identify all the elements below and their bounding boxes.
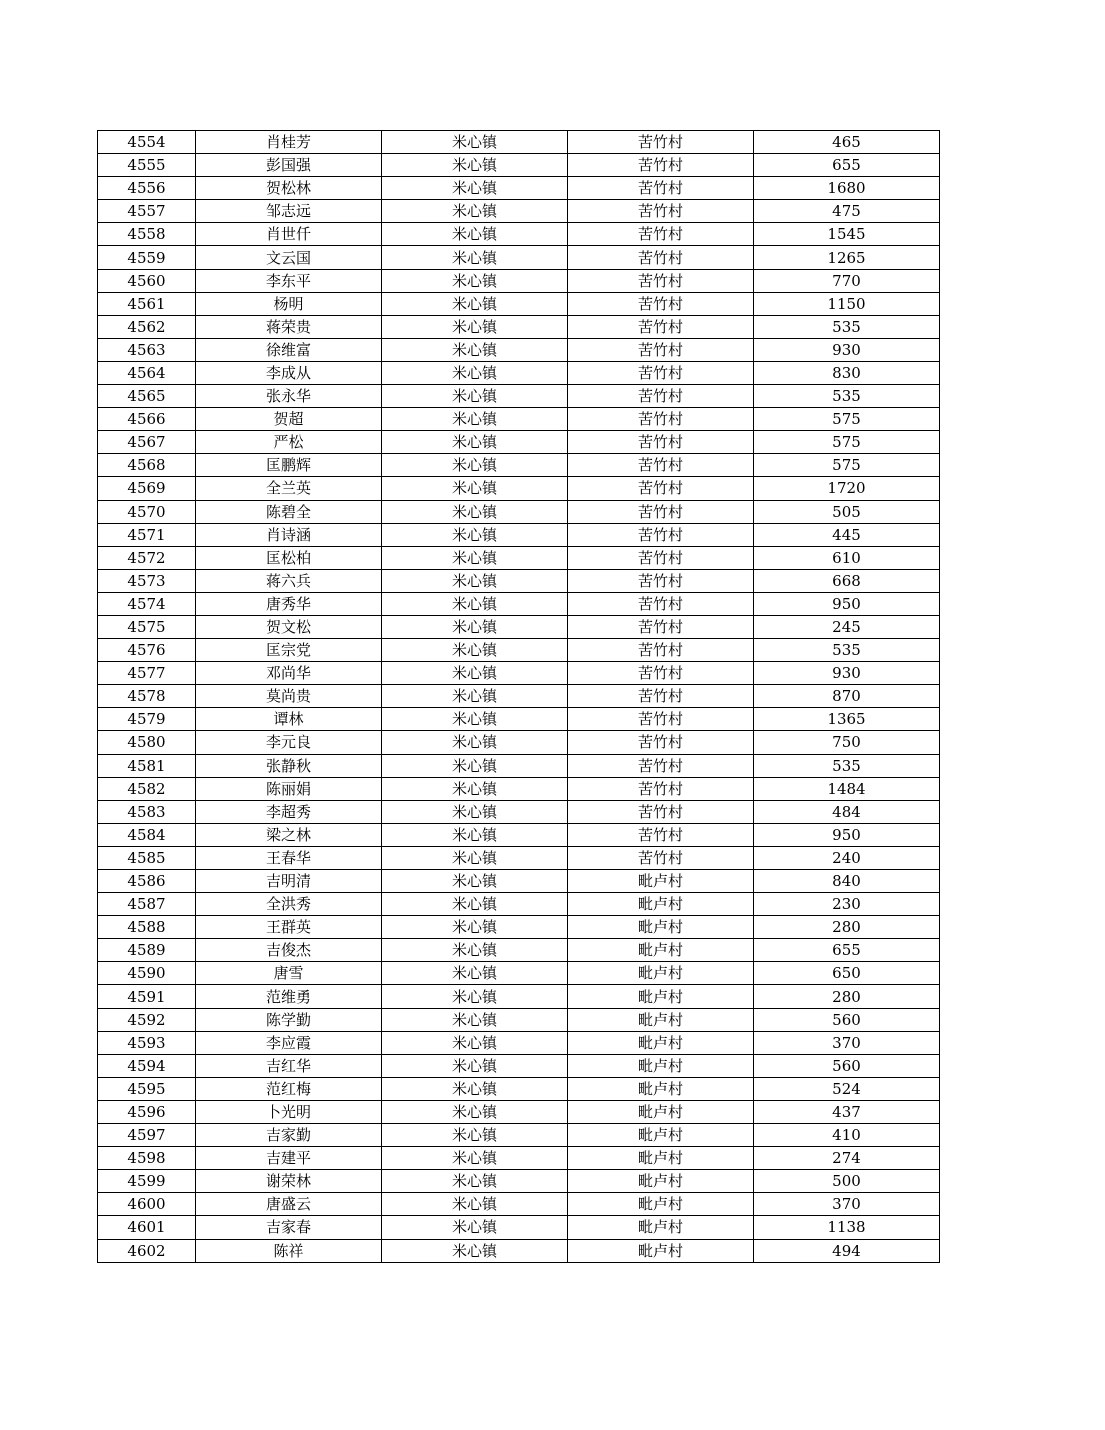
town-cell: 米心镇: [382, 523, 568, 546]
name-cell: 谢荣林: [196, 1170, 382, 1193]
amount-cell: 560: [754, 1008, 940, 1031]
amount-cell: 770: [754, 269, 940, 292]
table-row: [98, 939, 940, 962]
village-cell: 毗卢村: [568, 1216, 754, 1239]
village-cell: 毗卢村: [568, 1054, 754, 1077]
table-row: [98, 569, 940, 592]
town-cell: 米心镇: [382, 546, 568, 569]
town-cell: 米心镇: [382, 1147, 568, 1170]
table-row: [98, 662, 940, 685]
name-cell: 唐盛云: [196, 1193, 382, 1216]
row-number-cell: 4560: [98, 269, 196, 292]
amount-cell: 870: [754, 685, 940, 708]
village-cell: 苦竹村: [568, 338, 754, 361]
amount-cell: 465: [754, 131, 940, 154]
town-cell: 米心镇: [382, 1054, 568, 1077]
village-cell: 毗卢村: [568, 870, 754, 893]
town-cell: 米心镇: [382, 269, 568, 292]
amount-cell: 610: [754, 546, 940, 569]
village-cell: 毗卢村: [568, 1008, 754, 1031]
table-row: [98, 1077, 940, 1100]
name-cell: 吉红华: [196, 1054, 382, 1077]
table-row: [98, 685, 940, 708]
amount-cell: 575: [754, 408, 940, 431]
town-cell: 米心镇: [382, 1239, 568, 1262]
table-row: [98, 1193, 940, 1216]
table-row: [98, 154, 940, 177]
amount-cell: 655: [754, 154, 940, 177]
name-cell: 全兰英: [196, 477, 382, 500]
village-cell: 苦竹村: [568, 569, 754, 592]
village-cell: 苦竹村: [568, 662, 754, 685]
village-cell: 毗卢村: [568, 1147, 754, 1170]
town-cell: 米心镇: [382, 131, 568, 154]
name-cell: 张静秋: [196, 754, 382, 777]
name-cell: 吉建平: [196, 1147, 382, 1170]
amount-cell: 575: [754, 454, 940, 477]
village-cell: 苦竹村: [568, 361, 754, 384]
amount-cell: 230: [754, 893, 940, 916]
name-cell: 王群英: [196, 916, 382, 939]
amount-cell: 1680: [754, 177, 940, 200]
amount-cell: 1545: [754, 223, 940, 246]
row-number-cell: 4571: [98, 523, 196, 546]
table-row: [98, 1216, 940, 1239]
name-cell: 李东平: [196, 269, 382, 292]
town-cell: 米心镇: [382, 1077, 568, 1100]
row-number-cell: 4589: [98, 939, 196, 962]
town-cell: 米心镇: [382, 662, 568, 685]
village-cell: 苦竹村: [568, 639, 754, 662]
village-cell: 苦竹村: [568, 800, 754, 823]
row-number-cell: 4586: [98, 870, 196, 893]
town-cell: 米心镇: [382, 338, 568, 361]
table-row: [98, 1054, 940, 1077]
amount-cell: 505: [754, 500, 940, 523]
row-number-cell: 4596: [98, 1100, 196, 1123]
town-cell: 米心镇: [382, 1170, 568, 1193]
name-cell: 陈丽娟: [196, 777, 382, 800]
name-cell: 吉明清: [196, 870, 382, 893]
name-cell: 肖世仟: [196, 223, 382, 246]
row-number-cell: 4565: [98, 385, 196, 408]
row-number-cell: 4559: [98, 246, 196, 269]
village-cell: 苦竹村: [568, 592, 754, 615]
table-row: [98, 361, 940, 384]
table-row: [98, 777, 940, 800]
amount-cell: 750: [754, 731, 940, 754]
amount-cell: 280: [754, 916, 940, 939]
name-cell: 贺超: [196, 408, 382, 431]
town-cell: 米心镇: [382, 823, 568, 846]
name-cell: 梁之林: [196, 823, 382, 846]
amount-cell: 650: [754, 962, 940, 985]
name-cell: 邓尚华: [196, 662, 382, 685]
table-row: [98, 754, 940, 777]
town-cell: 米心镇: [382, 177, 568, 200]
town-cell: 米心镇: [382, 500, 568, 523]
town-cell: 米心镇: [382, 777, 568, 800]
table-row: [98, 500, 940, 523]
amount-cell: 274: [754, 1147, 940, 1170]
name-cell: 李元良: [196, 731, 382, 754]
village-cell: 毗卢村: [568, 1031, 754, 1054]
village-cell: 苦竹村: [568, 177, 754, 200]
town-cell: 米心镇: [382, 223, 568, 246]
name-cell: 全洪秀: [196, 893, 382, 916]
town-cell: 米心镇: [382, 408, 568, 431]
name-cell: 邹志远: [196, 200, 382, 223]
amount-cell: 370: [754, 1031, 940, 1054]
amount-cell: 535: [754, 385, 940, 408]
amount-cell: 1265: [754, 246, 940, 269]
row-number-cell: 4569: [98, 477, 196, 500]
village-cell: 苦竹村: [568, 708, 754, 731]
row-number-cell: 4577: [98, 662, 196, 685]
data-table: [97, 130, 940, 1263]
village-cell: 毗卢村: [568, 1100, 754, 1123]
village-cell: 苦竹村: [568, 431, 754, 454]
name-cell: 文云国: [196, 246, 382, 269]
name-cell: 徐维富: [196, 338, 382, 361]
town-cell: 米心镇: [382, 246, 568, 269]
row-number-cell: 4584: [98, 823, 196, 846]
row-number-cell: 4599: [98, 1170, 196, 1193]
amount-cell: 930: [754, 662, 940, 685]
village-cell: 毗卢村: [568, 939, 754, 962]
row-number-cell: 4583: [98, 800, 196, 823]
table-row: [98, 385, 940, 408]
amount-cell: 370: [754, 1193, 940, 1216]
row-number-cell: 4566: [98, 408, 196, 431]
town-cell: 米心镇: [382, 870, 568, 893]
row-number-cell: 4570: [98, 500, 196, 523]
town-cell: 米心镇: [382, 1100, 568, 1123]
town-cell: 米心镇: [382, 1216, 568, 1239]
amount-cell: 535: [754, 639, 940, 662]
name-cell: 彭国强: [196, 154, 382, 177]
amount-cell: 500: [754, 1170, 940, 1193]
table-row: [98, 200, 940, 223]
name-cell: 贺松林: [196, 177, 382, 200]
village-cell: 苦竹村: [568, 292, 754, 315]
row-number-cell: 4567: [98, 431, 196, 454]
row-number-cell: 4600: [98, 1193, 196, 1216]
name-cell: 李应霞: [196, 1031, 382, 1054]
amount-cell: 410: [754, 1124, 940, 1147]
town-cell: 米心镇: [382, 361, 568, 384]
table-row: [98, 177, 940, 200]
name-cell: 贺文松: [196, 615, 382, 638]
village-cell: 苦竹村: [568, 269, 754, 292]
row-number-cell: 4555: [98, 154, 196, 177]
village-cell: 苦竹村: [568, 408, 754, 431]
amount-cell: 445: [754, 523, 940, 546]
table-row: [98, 639, 940, 662]
row-number-cell: 4590: [98, 962, 196, 985]
row-number-cell: 4580: [98, 731, 196, 754]
village-cell: 苦竹村: [568, 615, 754, 638]
row-number-cell: 4574: [98, 592, 196, 615]
village-cell: 苦竹村: [568, 846, 754, 869]
row-number-cell: 4595: [98, 1077, 196, 1100]
row-number-cell: 4591: [98, 985, 196, 1008]
amount-cell: 524: [754, 1077, 940, 1100]
row-number-cell: 4561: [98, 292, 196, 315]
name-cell: 陈学勤: [196, 1008, 382, 1031]
name-cell: 杨明: [196, 292, 382, 315]
name-cell: 陈碧全: [196, 500, 382, 523]
amount-cell: 575: [754, 431, 940, 454]
row-number-cell: 4578: [98, 685, 196, 708]
village-cell: 毗卢村: [568, 1239, 754, 1262]
town-cell: 米心镇: [382, 315, 568, 338]
village-cell: 苦竹村: [568, 454, 754, 477]
village-cell: 苦竹村: [568, 777, 754, 800]
table-row: [98, 546, 940, 569]
amount-cell: 280: [754, 985, 940, 1008]
town-cell: 米心镇: [382, 731, 568, 754]
town-cell: 米心镇: [382, 639, 568, 662]
name-cell: 匡宗党: [196, 639, 382, 662]
town-cell: 米心镇: [382, 154, 568, 177]
town-cell: 米心镇: [382, 1031, 568, 1054]
name-cell: 蒋六兵: [196, 569, 382, 592]
name-cell: 张永华: [196, 385, 382, 408]
row-number-cell: 4587: [98, 893, 196, 916]
table-row: [98, 1124, 940, 1147]
town-cell: 米心镇: [382, 292, 568, 315]
amount-cell: 668: [754, 569, 940, 592]
village-cell: 苦竹村: [568, 823, 754, 846]
row-number-cell: 4597: [98, 1124, 196, 1147]
row-number-cell: 4593: [98, 1031, 196, 1054]
town-cell: 米心镇: [382, 569, 568, 592]
amount-cell: 484: [754, 800, 940, 823]
table-row: [98, 1170, 940, 1193]
name-cell: 李超秀: [196, 800, 382, 823]
village-cell: 苦竹村: [568, 477, 754, 500]
village-cell: 毗卢村: [568, 1077, 754, 1100]
table-row: [98, 454, 940, 477]
table-row: [98, 916, 940, 939]
amount-cell: 840: [754, 870, 940, 893]
row-number-cell: 4557: [98, 200, 196, 223]
town-cell: 米心镇: [382, 800, 568, 823]
row-number-cell: 4602: [98, 1239, 196, 1262]
name-cell: 匡松柏: [196, 546, 382, 569]
village-cell: 苦竹村: [568, 315, 754, 338]
name-cell: 王春华: [196, 846, 382, 869]
row-number-cell: 4562: [98, 315, 196, 338]
town-cell: 米心镇: [382, 454, 568, 477]
amount-cell: 245: [754, 615, 940, 638]
name-cell: 唐秀华: [196, 592, 382, 615]
row-number-cell: 4554: [98, 131, 196, 154]
table-row: [98, 523, 940, 546]
table-row: [98, 893, 940, 916]
amount-cell: 930: [754, 338, 940, 361]
amount-cell: 655: [754, 939, 940, 962]
table-row: [98, 131, 940, 154]
village-cell: 苦竹村: [568, 523, 754, 546]
town-cell: 米心镇: [382, 893, 568, 916]
village-cell: 苦竹村: [568, 154, 754, 177]
table-row: [98, 1031, 940, 1054]
name-cell: 范维勇: [196, 985, 382, 1008]
village-cell: 苦竹村: [568, 731, 754, 754]
town-cell: 米心镇: [382, 200, 568, 223]
row-number-cell: 4573: [98, 569, 196, 592]
name-cell: 唐雪: [196, 962, 382, 985]
name-cell: 严松: [196, 431, 382, 454]
row-number-cell: 4563: [98, 338, 196, 361]
amount-cell: 475: [754, 200, 940, 223]
town-cell: 米心镇: [382, 939, 568, 962]
amount-cell: 1365: [754, 708, 940, 731]
town-cell: 米心镇: [382, 962, 568, 985]
name-cell: 陈祥: [196, 1239, 382, 1262]
table-row: [98, 731, 940, 754]
name-cell: 吉家勤: [196, 1124, 382, 1147]
village-cell: 毗卢村: [568, 916, 754, 939]
row-number-cell: 4568: [98, 454, 196, 477]
town-cell: 米心镇: [382, 685, 568, 708]
row-number-cell: 4576: [98, 639, 196, 662]
table-row: [98, 870, 940, 893]
name-cell: 蒋荣贵: [196, 315, 382, 338]
table-row: [98, 477, 940, 500]
amount-cell: 830: [754, 361, 940, 384]
name-cell: 吉俊杰: [196, 939, 382, 962]
town-cell: 米心镇: [382, 385, 568, 408]
amount-cell: 535: [754, 754, 940, 777]
village-cell: 毗卢村: [568, 985, 754, 1008]
amount-cell: 1150: [754, 292, 940, 315]
village-cell: 毗卢村: [568, 962, 754, 985]
table-row: [98, 1100, 940, 1123]
amount-cell: 950: [754, 823, 940, 846]
table-row: [98, 1239, 940, 1262]
village-cell: 苦竹村: [568, 385, 754, 408]
name-cell: 李成从: [196, 361, 382, 384]
village-cell: 苦竹村: [568, 754, 754, 777]
table-row: [98, 338, 940, 361]
village-cell: 苦竹村: [568, 500, 754, 523]
town-cell: 米心镇: [382, 615, 568, 638]
amount-cell: 1138: [754, 1216, 940, 1239]
table-row: [98, 292, 940, 315]
table-row: [98, 246, 940, 269]
table-row: [98, 592, 940, 615]
village-cell: 苦竹村: [568, 246, 754, 269]
name-cell: 卜光明: [196, 1100, 382, 1123]
town-cell: 米心镇: [382, 916, 568, 939]
village-cell: 苦竹村: [568, 223, 754, 246]
town-cell: 米心镇: [382, 477, 568, 500]
table-row: [98, 431, 940, 454]
table-row: [98, 408, 940, 431]
row-number-cell: 4558: [98, 223, 196, 246]
name-cell: 莫尚贵: [196, 685, 382, 708]
table-row: [98, 962, 940, 985]
town-cell: 米心镇: [382, 985, 568, 1008]
row-number-cell: 4582: [98, 777, 196, 800]
table-row: [98, 708, 940, 731]
amount-cell: 1720: [754, 477, 940, 500]
town-cell: 米心镇: [382, 1193, 568, 1216]
amount-cell: 494: [754, 1239, 940, 1262]
table-row: [98, 269, 940, 292]
town-cell: 米心镇: [382, 708, 568, 731]
table-row: [98, 823, 940, 846]
table-row: [98, 315, 940, 338]
row-number-cell: 4581: [98, 754, 196, 777]
row-number-cell: 4575: [98, 615, 196, 638]
amount-cell: 535: [754, 315, 940, 338]
row-number-cell: 4592: [98, 1008, 196, 1031]
town-cell: 米心镇: [382, 1124, 568, 1147]
amount-cell: 560: [754, 1054, 940, 1077]
village-cell: 毗卢村: [568, 1193, 754, 1216]
name-cell: 肖诗涵: [196, 523, 382, 546]
row-number-cell: 4556: [98, 177, 196, 200]
village-cell: 苦竹村: [568, 131, 754, 154]
town-cell: 米心镇: [382, 754, 568, 777]
table-row: [98, 800, 940, 823]
table-row: [98, 846, 940, 869]
village-cell: 毗卢村: [568, 893, 754, 916]
table-body: [98, 131, 940, 1263]
table-row: [98, 223, 940, 246]
town-cell: 米心镇: [382, 846, 568, 869]
name-cell: 匡鹏辉: [196, 454, 382, 477]
row-number-cell: 4594: [98, 1054, 196, 1077]
table-row: [98, 615, 940, 638]
town-cell: 米心镇: [382, 431, 568, 454]
amount-cell: 240: [754, 846, 940, 869]
town-cell: 米心镇: [382, 592, 568, 615]
row-number-cell: 4585: [98, 846, 196, 869]
village-cell: 苦竹村: [568, 200, 754, 223]
row-number-cell: 4564: [98, 361, 196, 384]
village-cell: 苦竹村: [568, 546, 754, 569]
village-cell: 苦竹村: [568, 685, 754, 708]
amount-cell: 437: [754, 1100, 940, 1123]
village-cell: 毗卢村: [568, 1124, 754, 1147]
name-cell: 范红梅: [196, 1077, 382, 1100]
row-number-cell: 4598: [98, 1147, 196, 1170]
town-cell: 米心镇: [382, 1008, 568, 1031]
row-number-cell: 4579: [98, 708, 196, 731]
row-number-cell: 4588: [98, 916, 196, 939]
name-cell: 谭林: [196, 708, 382, 731]
row-number-cell: 4601: [98, 1216, 196, 1239]
table-row: [98, 1008, 940, 1031]
name-cell: 肖桂芳: [196, 131, 382, 154]
village-cell: 毗卢村: [568, 1170, 754, 1193]
table-row: [98, 985, 940, 1008]
row-number-cell: 4572: [98, 546, 196, 569]
table-row: [98, 1147, 940, 1170]
name-cell: 吉家春: [196, 1216, 382, 1239]
amount-cell: 950: [754, 592, 940, 615]
amount-cell: 1484: [754, 777, 940, 800]
